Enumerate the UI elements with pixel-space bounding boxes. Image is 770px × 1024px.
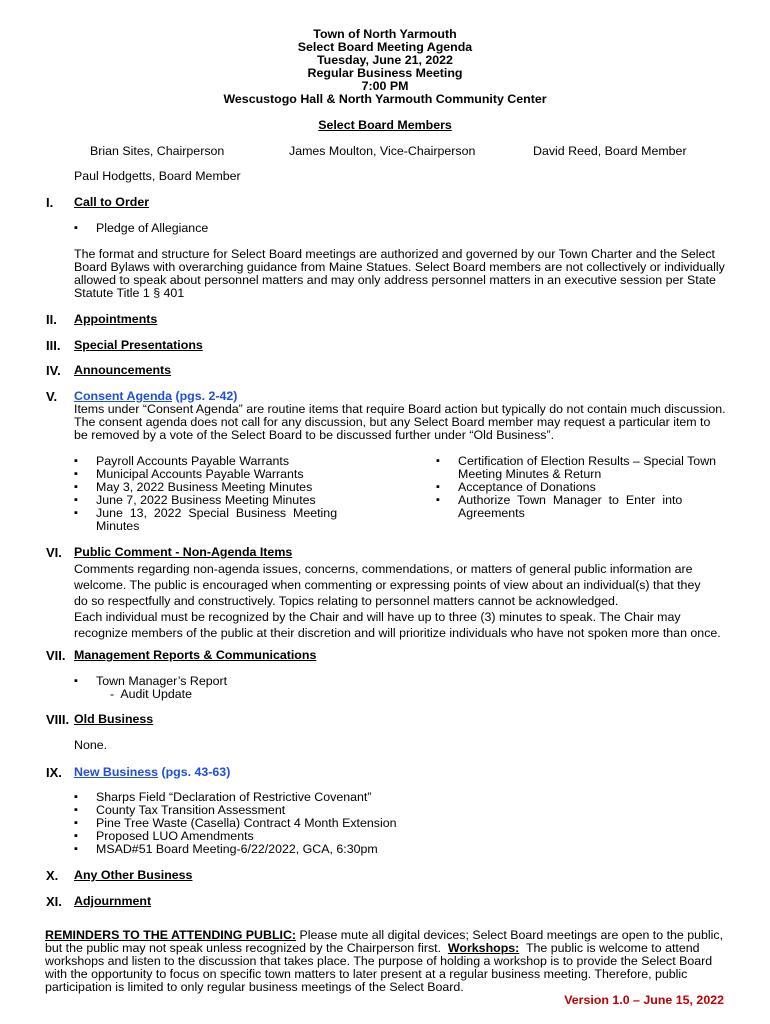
section-new-business [74,766,230,779]
list-item: ▪ Authorize Town Manager to Enter into [458,494,682,507]
meeting-location: Wescustogo Hall & North Yarmouth Community Center [223,92,547,106]
list-item: ▪ MSAD#51 Board Meeting-6/22/2022, GCA, 6:30pm [96,843,378,856]
list-item: ▪ Payroll Accounts Payable Warrants [96,455,289,468]
section-number: XI. [46,894,62,909]
section-number: VIII. [46,712,70,727]
section-number: IV. [46,363,61,378]
consent-agenda-pages: (pgs. 2-42) [175,389,238,403]
section-number: VII. [46,648,66,663]
public-comment-line: welcome. The public is encouraged when commenting or expressing points of view about an individual(s) that they [74,578,701,592]
town-name: Town of North Yarmouth [313,27,457,41]
consent-text-line: Items under “Consent Agenda” are routine items that require Board action but typically do not contain much discussion. [74,402,726,416]
charter-text-line: Board Bylaws with overarching guidance from Maine Statues. Select Board members are not collectively or individually [74,260,725,274]
public-comment-line: do so respectfully and constructively. Topics relating to personnel matters cannot be acknowledged. [74,594,619,608]
consent-agenda-link[interactable]: Consent Agenda [74,389,172,403]
workshops-label: Workshops: [447,941,520,955]
section-number: VI. [46,545,62,560]
reminder-text: The public is welcome to attend [519,941,700,955]
agenda-title: Select Board Meeting Agenda [297,40,473,54]
list-item: ▪ Sharps Field “Declaration of Restrictive Covenant” [96,791,371,804]
public-comment-line: Each individual must be recognized by the Chair and will have up to three (3) minutes to speak. The Chair may [74,610,681,624]
section-adjournment: Adjournment [74,894,152,908]
reminder-text: Please mute all digital devices; Select Board meetings are open to the public, [296,928,724,942]
consent-text-line: The consent agenda does not call for any discussion, but any Select Board member may request a particular item to [74,415,711,429]
public-comment-line: Comments regarding non-agenda issues, concerns, commendations, or matters of general public information are [74,562,693,576]
member-vice-chair: James Moulton, Vice-Chairperson [289,144,476,158]
list-item: ▪ Pine Tree Waste (Casella) Contract 4 Month Extension [96,817,397,830]
reminder-line: participation is limited to only regular business meetings of the Select Board. [45,980,464,994]
list-item-continued: Meeting Minutes & Return [458,467,602,481]
member-chair: Brian Sites, Chairperson [90,144,225,158]
new-business-link[interactable]: New Business [74,765,159,779]
reminder-label: REMINDERS TO THE ATTENDING PUBLIC: [45,928,297,942]
section-management-reports: Management Reports & Communications [74,648,317,662]
section-call-to-order: Call to Order [74,195,150,209]
section-special-presentations: Special Presentations [74,338,203,352]
charter-text-line: The format and structure for Select Board meetings are authorized and governed by our Town Charter and the Select [74,247,716,261]
charter-text-line: Statute Title 1 § 401 [74,286,185,300]
list-item: ▪ Municipal Accounts Payable Warrants [96,468,304,481]
section-public-comment: Public Comment - Non-Agenda Items [74,545,293,559]
list-item: ▪ May 3, 2022 Business Meeting Minutes [96,481,312,494]
section-number: II. [46,312,57,327]
section-number: X. [46,868,59,883]
section-appointments: Appointments [74,312,158,326]
section-number: IX. [46,765,62,780]
public-comment-line: recognize members of the public at their discretion and will prioritize individuals who have not spoken more than once. [74,626,721,640]
section-number: III. [46,338,61,353]
meeting-date: Tuesday, June 21, 2022 [317,53,453,67]
reminder-line: workshops and listen to the discussion that takes place. The purpose of holding a workshop is to provide the Select Board [45,954,713,968]
list-item: ▪ Town Manager’s Report [96,675,227,688]
list-item: ▪ June 7, 2022 Business Meeting Minutes [96,494,316,507]
reminder-text: but the public may not speak unless recognized by the Chairperson first. [45,941,448,955]
meeting-time: 7:00 PM [361,79,409,93]
member-reed: David Reed, Board Member [533,144,687,158]
list-item-continued: Minutes [96,519,140,533]
members-heading: Select Board Members [318,118,452,132]
list-item: ▪ Proposed LUO Amendments [96,830,254,843]
list-item: ▪ Pledge of Allegiance [96,222,208,235]
section-old-business: Old Business [74,712,154,726]
sub-list-item: - Audit Update [110,687,192,701]
list-item: ▪ County Tax Transition Assessment [96,804,285,817]
list-item: ▪ Acceptance of Donations [458,481,596,494]
consent-text-line: be removed by a vote of the Select Board to be discussed further under “Old Business”. [74,428,555,442]
section-announcements: Announcements [74,363,172,377]
member-hodgetts: Paul Hodgetts, Board Member [74,169,241,183]
list-item: ▪ June 13, 2022 Special Business Meeting [96,507,337,520]
section-number: V. [46,389,58,404]
old-business-body: None. [74,738,108,752]
reminder-line: with the opportunity to focus on specific town matters to later present at a regular business meeting. Therefore, public [45,967,688,981]
charter-text-line: allowed to speak about personnel matters and may only address personnel matters in an executive session per State [74,273,716,287]
version-stamp: Version 1.0 – June 15, 2022 [564,993,724,1007]
list-item-continued: Agreements [458,506,525,520]
new-business-pages: (pgs. 43-63) [161,765,231,779]
meeting-type: Regular Business Meeting [307,66,463,80]
section-any-other-business: Any Other Business [74,868,193,882]
section-number: I. [46,195,54,210]
list-item: ▪ Certification of Election Results – Special Town [458,455,716,468]
